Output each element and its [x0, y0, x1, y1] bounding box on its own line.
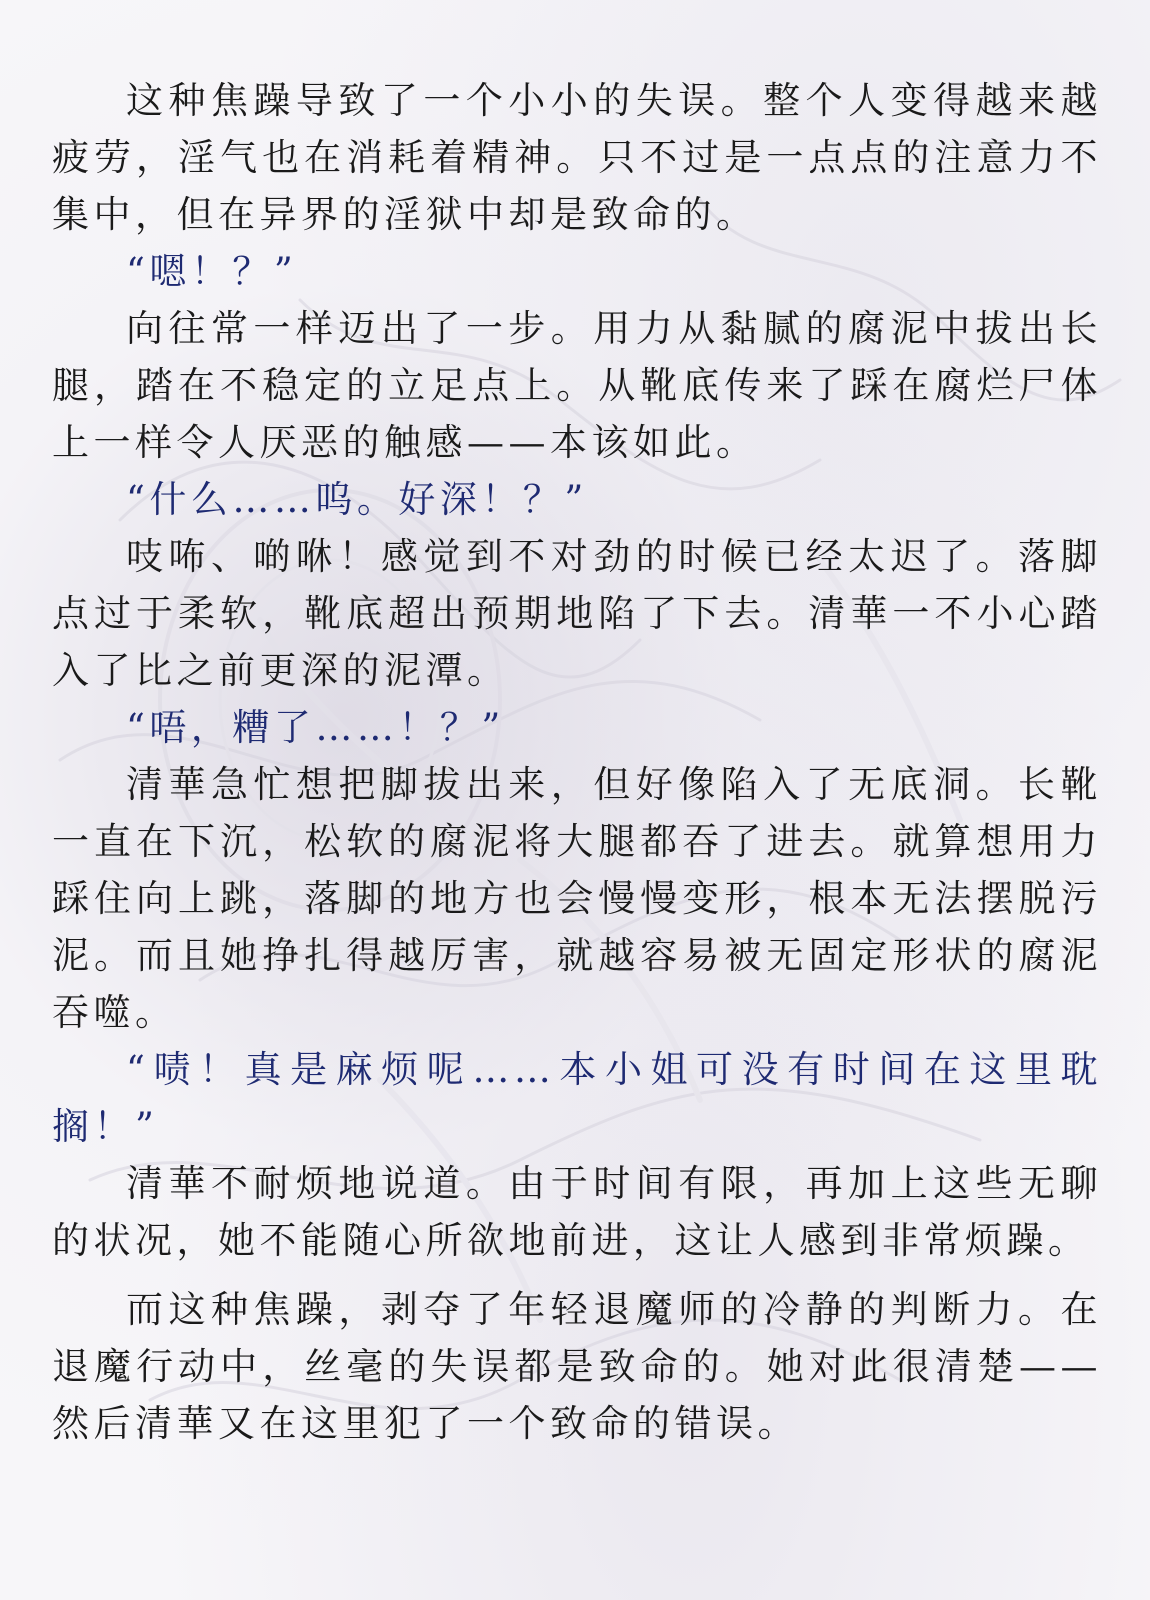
text-block [52, 72, 1102, 1452]
narration-paragraph-5: 清華不耐烦地说道。由于时间有限，再加上这些无聊的状况，她不能随心所欲地前进，这让人感到非常烦躁。 [52, 1162, 1102, 1262]
dialogue-line-2: “什么……呜。好深！？” [126, 478, 588, 521]
narration-paragraph-4: 清華急忙想把脚拔出来，但好像陷入了无底洞。长靴一直在下沉，松软的腐泥将大腿都吞了进去。就算想用力踩住向上跳，落脚的地方也会慢慢变形，根本无法摆脱污泥。而且她挣扎得越厉害，就越容易被无固定形状的腐泥吞噬。 [52, 763, 1102, 1034]
dialogue-line-1: “嗯！？” [126, 250, 298, 293]
narration-paragraph-3: 吱咘、啲咻！感觉到不对劲的时候已经太迟了。落脚点过于柔软，靴底超出预期地陷了下去。清華一不小心踏入了比之前更深的泥潭。 [52, 535, 1102, 692]
narration-paragraph-2: 向往常一样迈出了一步。用力从黏腻的腐泥中拔出长腿，踏在不稳定的立足点上。从靴底传来了踩在腐烂尸体上一样令人厌恶的触感——本该如此。 [52, 307, 1102, 464]
dialogue-line-3: “唔，糟了……！？” [126, 706, 505, 749]
narration-paragraph-6: 而这种焦躁，剥夺了年轻退魔师的冷静的判断力。在退魔行动中，丝毫的失误都是致命的。她对此很清楚——然后清華又在这里犯了一个致命的错误。 [52, 1288, 1102, 1445]
dialogue-line-4: “啧！真是麻烦呢……本小姐可没有时间在这里耽搁！” [52, 1048, 1102, 1148]
narration-paragraph-1: 这种焦躁导致了一个小小的失误。整个人变得越来越疲劳，淫气也在消耗着精神。只不过是一点点的注意力不集中，但在异界的淫狱中却是致命的。 [52, 79, 1102, 236]
